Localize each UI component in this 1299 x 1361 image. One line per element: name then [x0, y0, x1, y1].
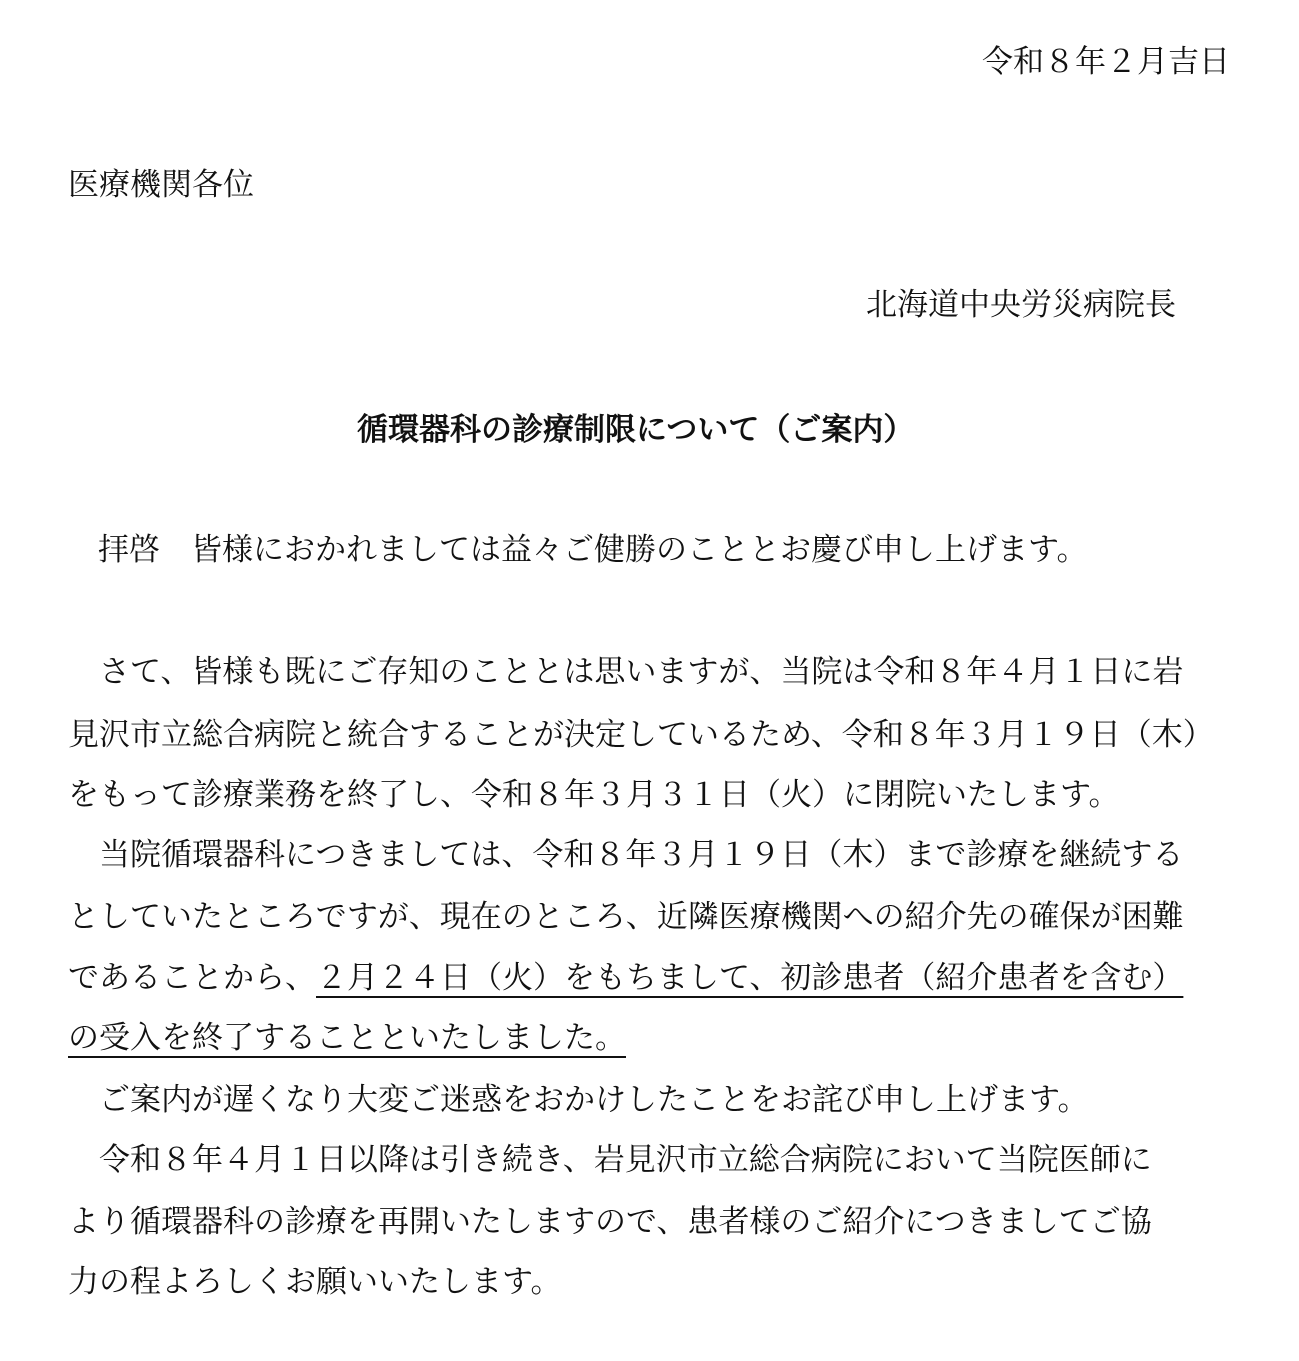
body-text: であることから、: [68, 960, 316, 996]
body-line: をもって診療業務を終了し、令和８年３月３１日（火）に閉院いたします。: [68, 777, 1120, 813]
body-line: さて、皆様も既にご存知のこととは思いますが、当院は令和８年４月１日に岩: [68, 654, 1184, 690]
sender: 北海道中央労災病院長: [866, 287, 1176, 323]
body-line: ご案内が遅くなり大変ご迷惑をおかけしたことをお詫び申し上げます。: [68, 1082, 1089, 1118]
recipient: 医療機関各位: [68, 167, 254, 203]
body-line: 令和８年４月１日以降は引き続き、岩見沢市立総合病院において当院医師に: [68, 1142, 1152, 1178]
body-line: 力の程よろしくお願いいたします。: [68, 1264, 562, 1300]
document-title: 循環器科の診療制限について（ご案内）: [357, 412, 915, 448]
greeting: 拝啓 皆様におかれましては益々ご健勝のこととお慶び申し上げます。: [98, 532, 1088, 568]
document-date: 令和８年２月吉日: [982, 44, 1230, 80]
body-line: 見沢市立総合病院と統合することが決定しているため、令和８年３月１９日（木）: [68, 717, 1214, 753]
underlined-notice: の受入を終了することといたしました。: [68, 1020, 626, 1056]
body-line: [68, 958, 1183, 998]
underlined-notice: ２月２４日（火）をもちまして、初診患者（紹介患者を含む）: [316, 960, 1184, 996]
body-line: 当院循環器科につきましては、令和８年３月１９日（木）まで診療を継続する: [68, 837, 1184, 873]
body-line: としていたところですが、現在のところ、近隣医療機関への紹介先の確保が困難: [68, 899, 1184, 935]
body-line: より循環器科の診療を再開いたしますので、患者様のご紹介につきましてご協: [68, 1204, 1152, 1240]
